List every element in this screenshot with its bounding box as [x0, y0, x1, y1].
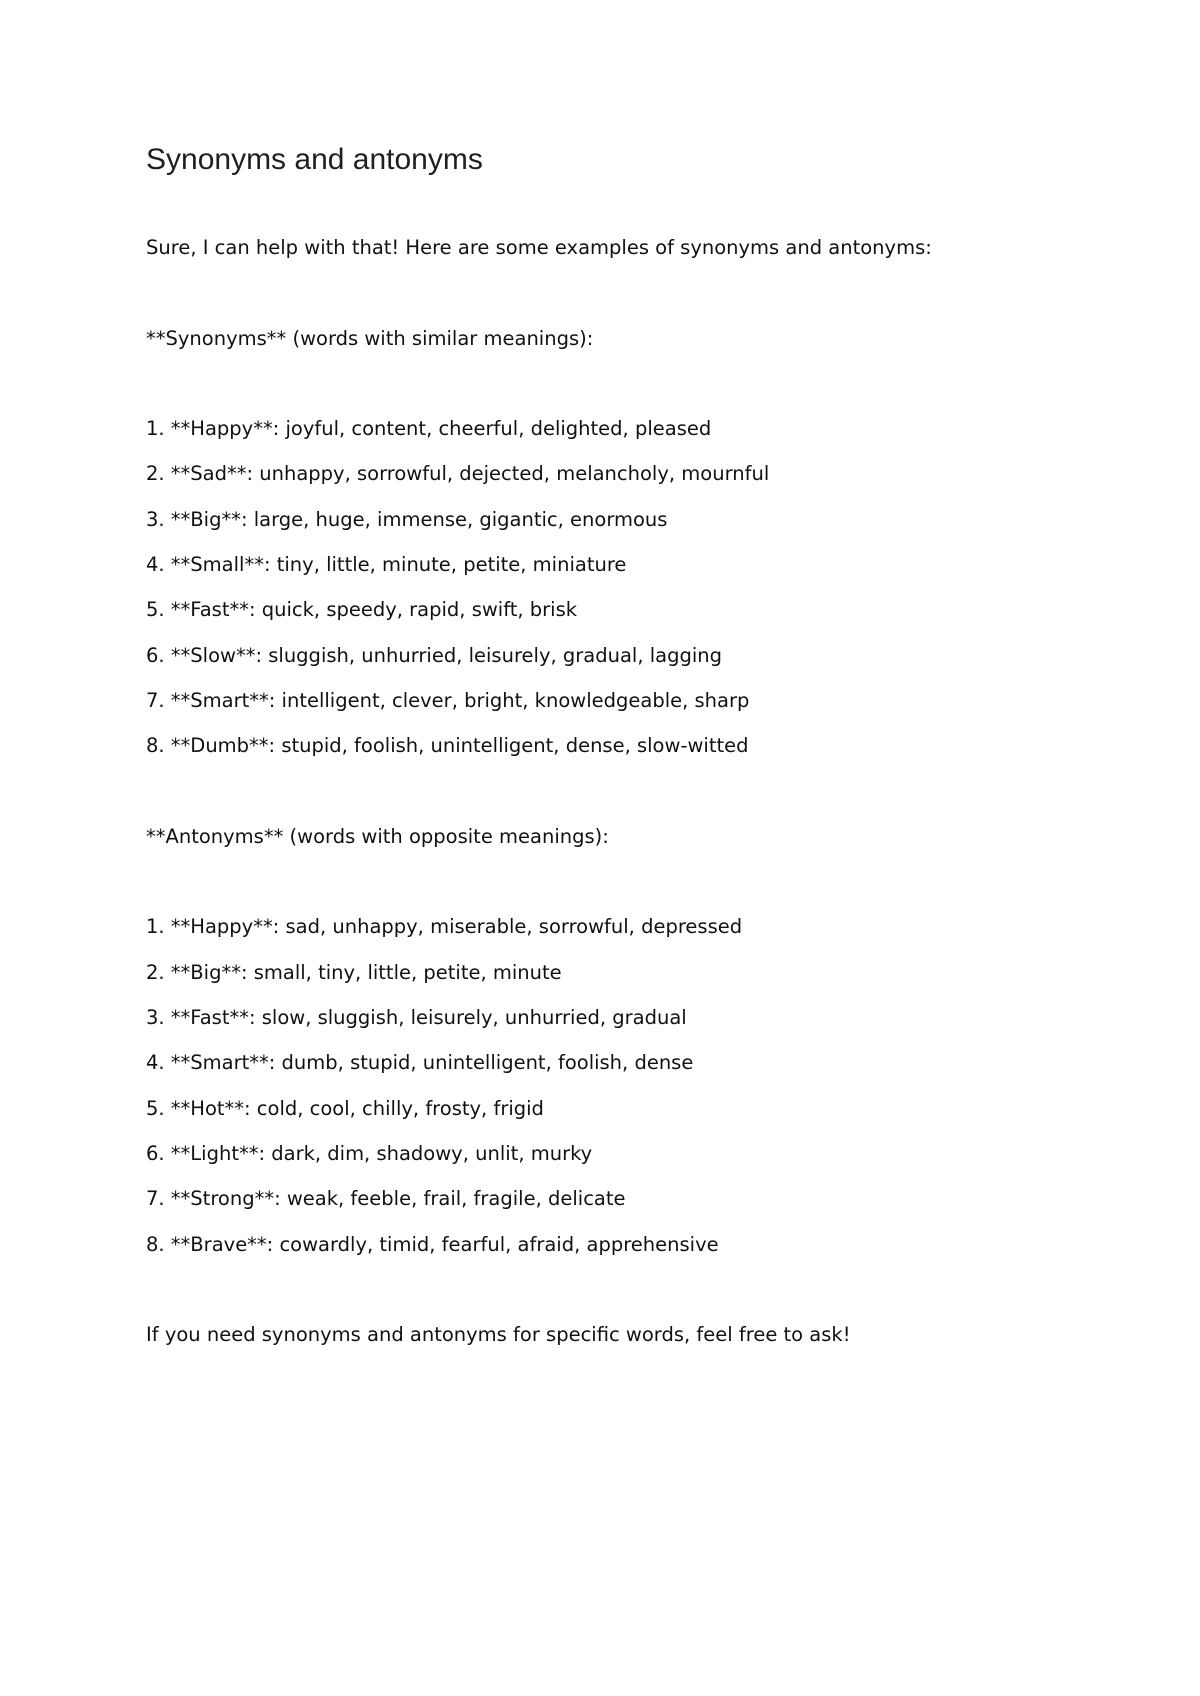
- synonym-list-item: 6. **Slow**: sluggish, unhurried, leisurely, gradual, lagging: [146, 643, 723, 667]
- synonym-list-item: 2. **Sad**: unhappy, sorrowful, dejected, melancholy, mournful: [146, 462, 770, 486]
- spacer: [146, 859, 1106, 904]
- antonyms-heading: **Antonyms** (words with opposite meanings):: [146, 824, 609, 848]
- antonym-list-item: 1. **Happy**: sad, unhappy, miserable, sorrowful, depressed: [146, 915, 743, 939]
- synonym-list-item: 8. **Dumb**: stupid, foolish, unintelligent, dense, slow-witted: [146, 734, 749, 758]
- document-body: [146, 225, 1106, 1357]
- spacer: [146, 361, 1106, 406]
- synonym-list-item: 3. **Big**: large, huge, immense, gigantic, enormous: [146, 507, 668, 531]
- synonym-list-item: 4. **Small**: tiny, little, minute, petite, miniature: [146, 553, 627, 577]
- intro-text: Sure, I can help with that! Here are some examples of synonyms and antonyms:: [146, 236, 932, 259]
- synonyms-heading: **Synonyms** (words with similar meanings):: [146, 326, 594, 350]
- spacer: [146, 270, 1106, 315]
- antonym-list-item: 5. **Hot**: cold, cool, chilly, frosty, frigid: [146, 1096, 544, 1120]
- synonym-list-item: 1. **Happy**: joyful, content, cheerful, delighted, pleased: [146, 417, 712, 441]
- antonym-list-item: 2. **Big**: small, tiny, little, petite, minute: [146, 960, 562, 984]
- antonym-list-item: 8. **Brave**: cowardly, timid, fearful, afraid, apprehensive: [146, 1232, 719, 1256]
- synonym-list-item: 5. **Fast**: quick, speedy, rapid, swift, brisk: [146, 598, 578, 622]
- spacer: [146, 1267, 1106, 1312]
- spacer: [146, 769, 1106, 814]
- antonym-list-item: 4. **Smart**: dumb, stupid, unintelligent, foolish, dense: [146, 1051, 694, 1075]
- antonym-list-item: 6. **Light**: dark, dim, shadowy, unlit, murky: [146, 1141, 593, 1165]
- antonym-list-item: 7. **Strong**: weak, feeble, frail, fragile, delicate: [146, 1187, 626, 1211]
- closing-text: If you need synonyms and antonyms for specific words, feel free to ask!: [146, 1323, 851, 1347]
- antonym-list-item: 3. **Fast**: slow, sluggish, leisurely, unhurried, gradual: [146, 1006, 687, 1030]
- synonym-list-item: 7. **Smart**: intelligent, clever, bright, knowledgeable, sharp: [146, 688, 750, 712]
- document-title: Synonyms and antonyms: [146, 143, 483, 176]
